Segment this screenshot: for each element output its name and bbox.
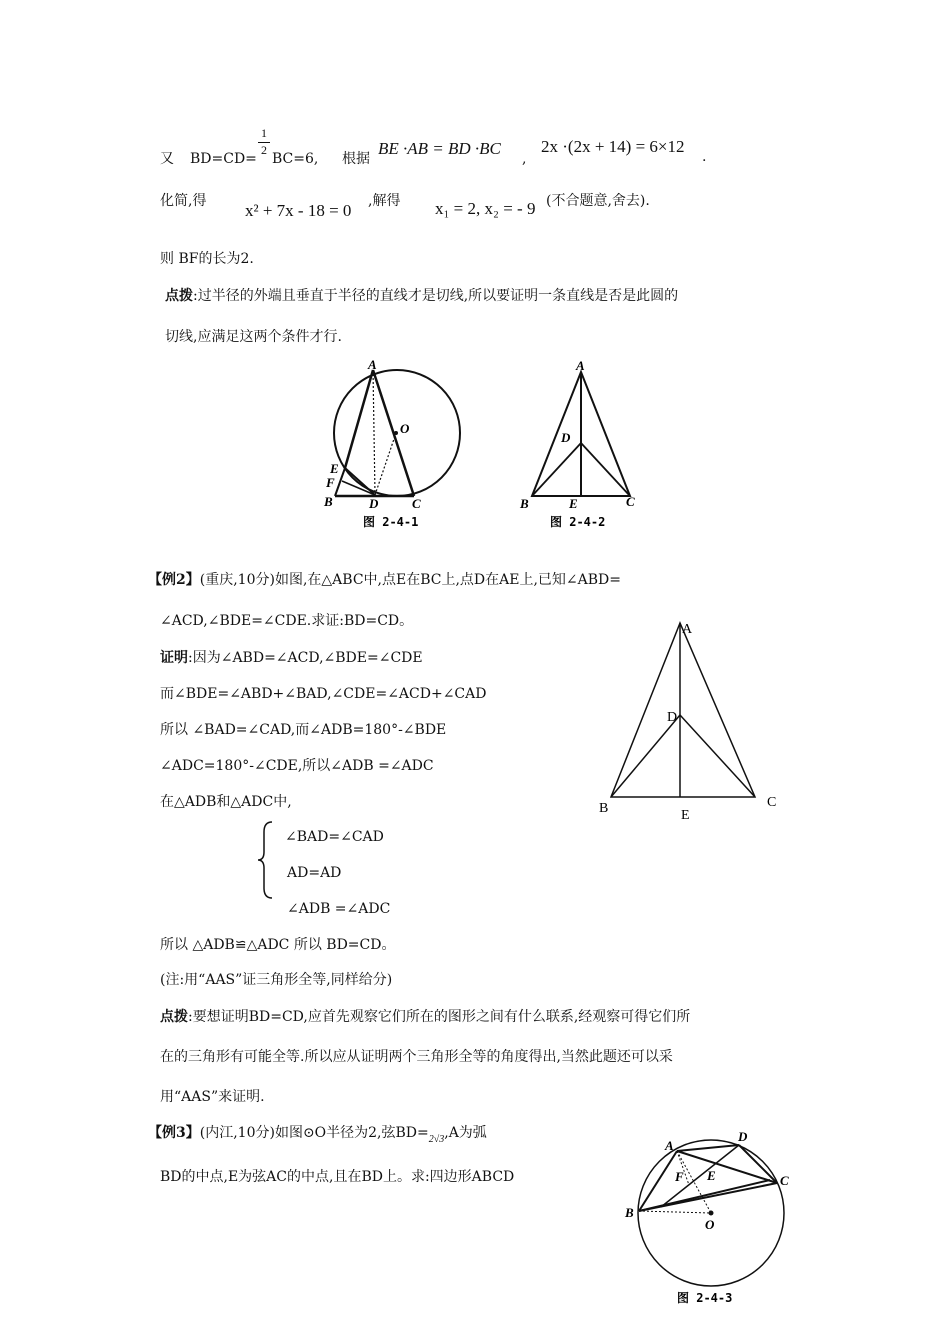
tip2-text3: 用“AAS”来证明. <box>160 1089 265 1105</box>
fig3-label-o: O <box>705 1217 715 1232</box>
proof-line2: 而∠BDE=∠ABD+∠BAD,∠CDE=∠ACD+∠CAD <box>160 686 487 702</box>
tip1-label: 点拨 <box>165 288 193 304</box>
system-line1: ∠BAD=∠CAD <box>285 829 384 845</box>
ex2-label-a: A <box>682 622 693 637</box>
example2-line1 <box>148 571 621 589</box>
fig3-label-f: F <box>675 1169 684 1184</box>
fig3-caption: 图 2-4-3 <box>677 1291 733 1305</box>
tip2-text1: :要想证明BD=CD,应首先观察它们所在的图形之间有什么联系,经观察可得它们所 <box>188 1009 691 1025</box>
fig2-label-a: A <box>576 358 585 373</box>
fig1-label-c: C <box>412 496 421 511</box>
fig2-label-d: D <box>561 430 571 445</box>
example3-tag: 【例3】 <box>148 1125 200 1141</box>
fig1-label-f: F <box>326 475 335 490</box>
equation-solutions: x₁ = 2, x₂ = - 9 <box>435 199 536 218</box>
calc-jiede: ,解得 <box>368 193 401 209</box>
calc-reject-note: (不合题意,舍去). <box>546 193 650 209</box>
proof-line5: 在△ADB和△ADC中, <box>160 794 292 810</box>
fraction-denominator: 2 <box>258 142 270 158</box>
proof-line6: 所以 △ADB≌△ADC 所以 BD=CD。 <box>160 937 396 953</box>
fig2-label-e: E <box>569 496 578 511</box>
figure-2-4-3 <box>625 1125 800 1330</box>
ex2-label-d: D <box>667 710 678 725</box>
equation-substituted: 2x ·(2x + 14) = 6×12 <box>541 137 685 156</box>
example2-text2: ∠ACD,∠BDE=∠CDE.求证:BD=CD。 <box>160 613 414 629</box>
example3-text2: BD的中点,E为弦AC的中点,且在BD上。求:四边形ABCD <box>160 1169 515 1185</box>
equation-secant: BE ·AB = BD ·BC <box>378 139 501 158</box>
proof-label: 证明 <box>160 650 188 666</box>
fraction-half <box>258 126 270 158</box>
fig2-label-c: C <box>626 494 635 509</box>
fig2-caption: 图 2-4-2 <box>550 515 606 529</box>
tip2-label: 点拨 <box>160 1009 188 1025</box>
system-line3: ∠ADB =∠ADC <box>287 901 391 917</box>
example3-chord-value: 2√3 <box>428 1134 445 1145</box>
proof-line3: 所以 ∠BAD=∠CAD,而∠ADB=180°-∠BDE <box>160 722 447 738</box>
calc-conclusion: 则 BF的长为2. <box>160 251 254 267</box>
fig3-label-e: E <box>707 1168 716 1183</box>
tip1-paragraph <box>165 287 678 305</box>
fig1-label-a: A <box>368 357 377 372</box>
proof-note: (注:用“AAS”证三角形全等,同样给分) <box>160 972 393 988</box>
example3-text1a: (内江,10分)如图⊙O半径为2,弦BD= <box>199 1125 429 1141</box>
fig1-label-e: E <box>330 461 339 476</box>
figure-2-4-1 <box>318 358 488 533</box>
system-line2: AD=AD <box>287 865 342 881</box>
example2-tag: 【例2】 <box>148 572 200 588</box>
calc-comma: , <box>522 151 527 167</box>
tip1-text1: :过半径的外端且垂直于半径的直线才是切线,所以要证明一条直线是否是此圆的 <box>193 288 679 304</box>
calc-bc6: BC=6, <box>272 151 319 167</box>
system-brace <box>256 820 276 900</box>
calc-huajian: 化简,得 <box>160 193 207 209</box>
fig1-label-b: B <box>324 494 333 509</box>
calc-bd-cd: BD=CD= <box>190 151 257 167</box>
calc-genju: 根据 <box>342 151 370 167</box>
example3-text1b: ,A为弧 <box>444 1125 487 1141</box>
ex2-label-c: C <box>767 795 777 810</box>
tip1-text2: 切线,应满足这两个条件才行. <box>165 329 342 345</box>
fig1-label-o: O <box>400 421 410 436</box>
fig1-label-d: D <box>369 496 379 511</box>
example2-figure <box>595 615 785 825</box>
figure-2-4-2 <box>515 358 645 533</box>
proof-line4: ∠ADC=180°-∠CDE,所以∠ADB =∠ADC <box>160 758 434 774</box>
calc-you: 又 <box>160 151 174 167</box>
example2-text1: (重庆,10分)如图,在△ABC中,点E在BC上,点D在AE上,已知∠ABD= <box>199 572 621 588</box>
proof-text1: :因为∠ABD=∠ACD,∠BDE=∠CDE <box>188 650 423 666</box>
equation-quadratic: x² + 7x - 18 = 0 <box>245 201 352 220</box>
tip2-text2: 在的三角形有可能全等.所以应从证明两个三角形全等的角度得出,当然此题还可以采 <box>160 1049 673 1065</box>
ex2-label-e: E <box>681 808 690 823</box>
ex2-label-b: B <box>599 801 609 816</box>
proof-line1 <box>160 649 423 667</box>
tip2-paragraph <box>160 1008 690 1026</box>
calc-period: . <box>702 149 707 165</box>
example3-line1 <box>148 1124 487 1144</box>
fig1-caption: 图 2-4-1 <box>363 515 419 529</box>
fig3-label-a: A <box>665 1138 674 1153</box>
fig3-label-d: D <box>738 1129 748 1144</box>
fig3-label-b: B <box>625 1205 634 1220</box>
fig3-label-c: C <box>780 1173 789 1188</box>
fig2-label-b: B <box>520 496 529 511</box>
fraction-numerator: 1 <box>261 126 267 140</box>
